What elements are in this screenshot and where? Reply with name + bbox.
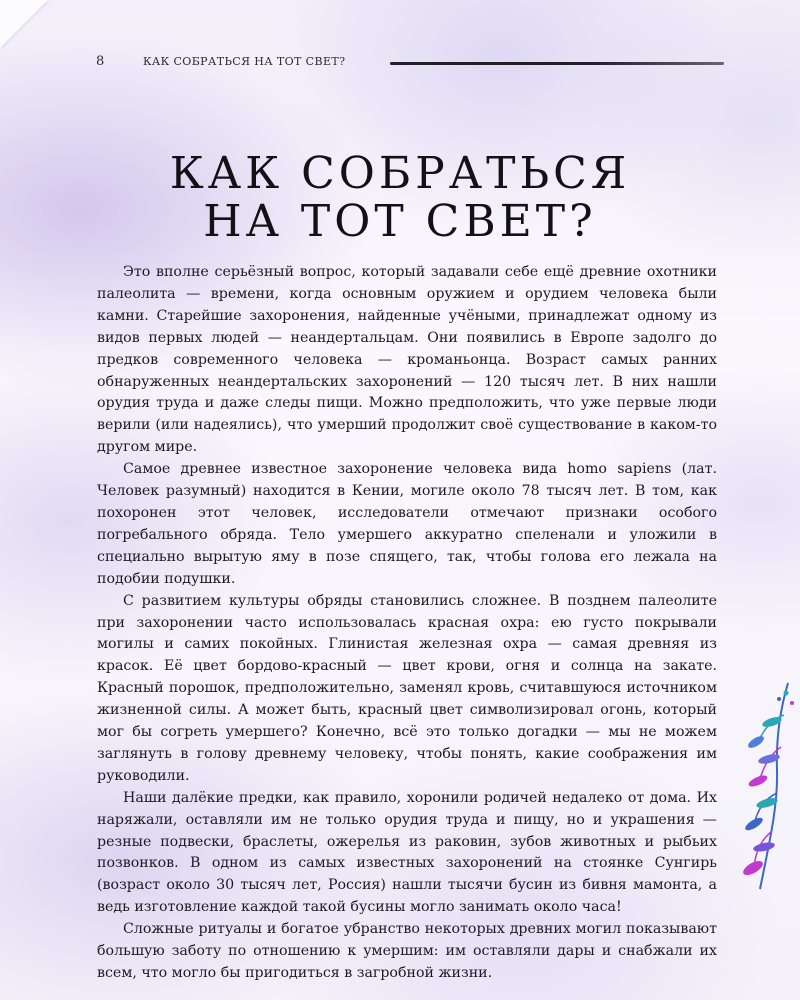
page-number: 8 bbox=[96, 54, 105, 69]
paragraph-3: С развитием культуры обряды становились сложнее. В позднем палеолите при захоронении часто использовалась красная охра: ею густо покрывали могилы и самих покойных. Глинистая железная охра — самая древняя из красок. Её цвет бордово-красный — цвет крови, огня и солнца на закате. Красный порошок, предположительно, заменял кровь, считавшуюся источником жизненной силы. А может быть, красный цвет символизировал огонь, который мог бы согреть умершего? Конечно, всё это только догадки — мы не можем заглянуть в голову древнему человеку, чтобы понять, какие соображения им руководили. bbox=[97, 592, 717, 784]
body-text bbox=[97, 262, 717, 985]
page-title bbox=[0, 150, 800, 246]
paragraph-5: Сложные ритуалы и богатое убранство некоторых древних могил показывают большую заботу по отношению к умершим: им оставляли дары и снабжали их всем, что могло бы пригодиться в загробной жизни. bbox=[97, 921, 717, 981]
paragraph-1: Это вполне серьёзный вопрос, который задавали себе ещё древние охотники палеолита — времени, когда основным оружием и орудием человека были камни. Старейшие захоронения, найденные учёными, принадлежат одному из видов первых людей — неандертальцам. Они появились в Европе задолго до предков современного человека — кроманьонца. Возраст самых ранних обнаруженных неандертальских захоронений — 120 тысяч лет. В них нашли орудия труда и даже следы пищи. Можно предположить, что уже первые люди верили (или надеялись), что умерший продолжит своё существование в каком-то другом мире. bbox=[97, 264, 717, 456]
section-label: КАК СОБРАТЬСЯ НА ТОТ СВЕТ? bbox=[143, 55, 346, 68]
paragraph-4: Наши далёкие предки, как правило, хоронили родичей недалеко от дома. Их наряжали, оставляли им не только орудия труда и пищу, но и украшения — резные подвески, браслеты, ожерелья из раковин, зубов животных и рыбьих позвонков. В одном из самых известных захоронений на стоянке Сунгирь (возраст около 30 тысяч лет, Россия) нашли тысячи бусин из бивня мамонта, а ведь изготовление каждой такой бусины могло занимать около часа! bbox=[97, 789, 717, 916]
paragraph-2: Самое древнее известное захоронение человека вида homo sapiens (лат. Человек разумный) находится в Кении, могиле около 78 тысяч лет. В том, как похоронен этот человек, исследователи отмечают признаки особого погребального обряда. Тело умершего аккуратно спеленали и уложили в специально вырытую яму в позе спящего, так, чтобы голова его лежала на подобии подушки. bbox=[97, 461, 717, 587]
botanical-decoration bbox=[730, 675, 800, 895]
header-rule bbox=[390, 62, 724, 65]
page-title-line-2: НА ТОТ СВЕТ? bbox=[203, 196, 597, 247]
corner-fold bbox=[0, 0, 48, 48]
page-title-line-1: КАК СОБРАТЬСЯ bbox=[169, 148, 631, 199]
botanical-illustration bbox=[730, 675, 800, 895]
running-header bbox=[96, 54, 723, 76]
